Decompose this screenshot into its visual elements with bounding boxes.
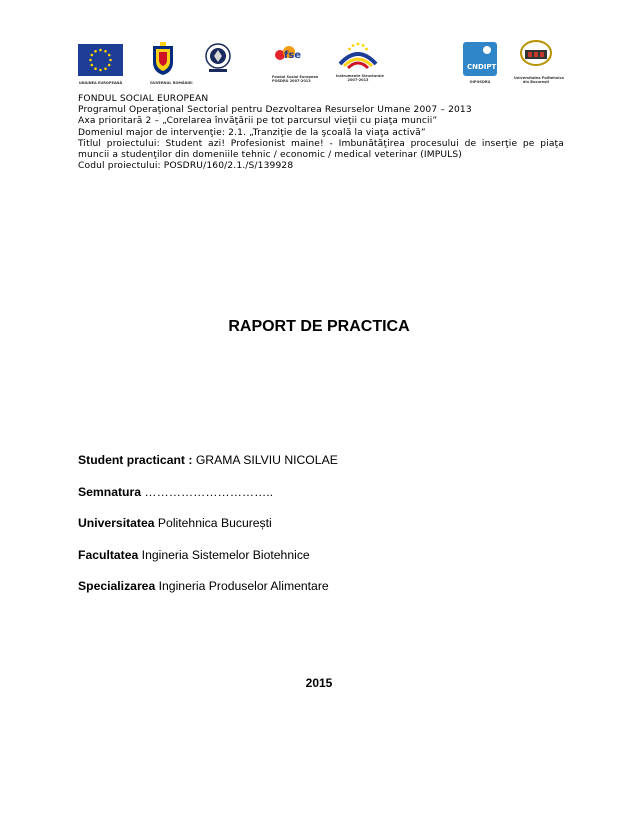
- university-value: Politehnica București: [154, 516, 272, 531]
- header-program: Programul Operaţional Sectorial pentru Dezvoltarea Resurselor Umane 2007 – 2013: [78, 105, 472, 116]
- student-label: Student practicant :: [78, 453, 193, 467]
- eu-stars-icon: [78, 44, 123, 76]
- student-field: [78, 452, 578, 468]
- header-project-code: Codul proiectului: POSDRU/160/2.1./S/139928: [78, 161, 294, 172]
- university-label: Universitatea: [78, 516, 155, 531]
- romanian-government-logo: [150, 42, 193, 85]
- structural-instruments-icon: [336, 40, 380, 70]
- student-value: GRAMA SILVIU NICOLAE: [192, 453, 338, 467]
- fse-logo: [272, 42, 319, 83]
- university-emblem-logo: [205, 42, 231, 74]
- upb-logo: [514, 40, 564, 84]
- upb-caption-1: Universitatea Politehnica: [514, 76, 564, 80]
- specialization-label: Specializarea: [78, 579, 156, 594]
- is-caption-2: 2007-2013: [347, 78, 369, 82]
- header-domain: Domeniul major de intervenţie: 2.1. „Tranziţie de la şcoală la viaţa activă”: [78, 127, 426, 138]
- fse-caption-1: Fondul Social European: [272, 75, 319, 79]
- cndipt-icon: [463, 42, 497, 76]
- eu-caption: UNIUNEA EUROPEANĂ: [78, 81, 123, 85]
- header-axis: Axa prioritară 2 – „Corelarea învăţării pe tot parcursul vieţii cu piaţa muncii”: [78, 116, 438, 127]
- specialization-value: Ingineria Produselor Alimentare: [155, 579, 329, 594]
- specialization-field: [78, 578, 578, 594]
- emblem-icon: [205, 42, 231, 74]
- cndipt-label: CNDIPT: [467, 63, 497, 71]
- structural-instruments-logo: [336, 40, 384, 82]
- faculty-field: [78, 547, 578, 563]
- oiposdru-caption: OIPOSDRU: [469, 80, 491, 84]
- svg-text:fse: fse: [284, 50, 302, 61]
- fse-caption-2: POSDRU 2007-2013: [272, 79, 311, 83]
- faculty-value: Ingineria Sistemelor Biotehnice: [138, 547, 310, 562]
- signature-field: [78, 484, 578, 500]
- cndipt-logo: [463, 42, 497, 84]
- university-field: [78, 515, 578, 531]
- eu-flag-logo: [78, 44, 123, 85]
- upb-caption-2: din Bucureşti: [522, 80, 550, 84]
- signature-value: …………………………..: [141, 484, 274, 499]
- coat-of-arms-icon: [150, 42, 176, 76]
- upb-seal-icon: [514, 40, 558, 70]
- header-fund: FONDUL SOCIAL EUROPEAN: [78, 94, 209, 104]
- gov-caption: GUVERNUL ROMÂNIEI: [150, 81, 193, 85]
- faculty-label: Facultatea: [78, 547, 139, 562]
- report-year: 2015: [305, 676, 333, 690]
- signature-label: Semnatura: [78, 484, 141, 499]
- header-project-title: Titlul proiectului: Student azi! Profesionist maine! - Imbunătăţirea procesului de inserţie pe piaţa muncii a studenţilor din domeniile tehnic / economic / medical veterinar (IMPULS): [78, 138, 564, 161]
- is-caption-1: Instrumente Structurale: [336, 74, 384, 78]
- report-title: RAPORT DE PRACTICA: [228, 318, 410, 335]
- project-header: [78, 94, 564, 172]
- report-fields: [78, 452, 578, 610]
- fse-mark-icon: [272, 42, 306, 68]
